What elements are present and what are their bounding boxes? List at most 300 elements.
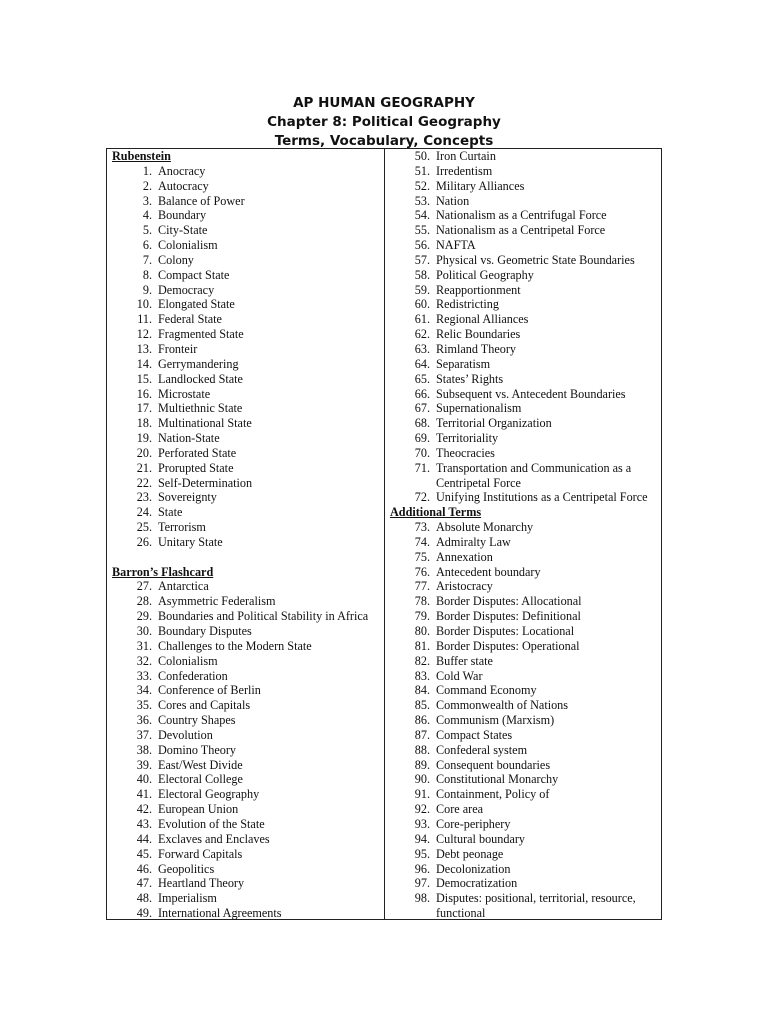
list-item	[390, 609, 660, 624]
list-item	[112, 312, 382, 327]
item-number: 41.	[136, 787, 152, 802]
list-item	[112, 579, 382, 594]
list-item	[112, 862, 382, 877]
item-term: Constitutional Monarchy	[436, 772, 559, 787]
item-term: Boundary Disputes	[158, 624, 252, 638]
item-term: Exclaves and Enclaves	[158, 831, 270, 846]
item-number: 56.	[414, 238, 430, 253]
list-item	[112, 772, 382, 787]
item-term: Confederal system	[436, 742, 528, 757]
item-number: 31.	[136, 638, 152, 653]
item-term: Unifying Institutions as a Centripetal Force	[436, 490, 648, 505]
item-term: Asymmetric Federalism	[158, 594, 276, 609]
item-number: 13.	[136, 341, 152, 356]
list-item	[112, 654, 382, 669]
item-term: Elongated State	[158, 297, 235, 312]
item-number: 16.	[136, 386, 152, 401]
list-item	[390, 535, 660, 550]
item-number: 12.	[136, 327, 152, 342]
item-term: Forward Capitals	[158, 846, 243, 861]
item-term: Territorial Organization	[436, 416, 552, 431]
item-number: 18.	[136, 416, 152, 431]
list-item	[390, 728, 660, 743]
column-divider	[384, 149, 385, 919]
item-term: Consequent boundaries	[436, 757, 551, 772]
item-number: 46.	[136, 861, 152, 876]
item-number: 22.	[136, 475, 152, 490]
list-item	[390, 416, 660, 431]
list-item	[390, 639, 660, 654]
list-item	[112, 713, 382, 728]
item-term: Federal State	[158, 312, 222, 327]
item-number: 26.	[136, 534, 152, 549]
item-term: Commonwealth of Nations	[436, 698, 569, 713]
list-item	[390, 238, 660, 253]
item-number: 35.	[136, 698, 152, 713]
additional-terms-list	[390, 520, 660, 921]
item-term: Self-Determination	[158, 475, 253, 490]
item-number: 67.	[414, 401, 430, 416]
item-number: 34.	[136, 683, 152, 698]
item-number: 24.	[136, 505, 152, 520]
item-term: Nationalism as a Centripetal Force	[436, 223, 606, 238]
item-number: 74.	[414, 534, 430, 549]
item-number: 44.	[136, 831, 152, 846]
item-number: 78.	[414, 594, 430, 609]
item-number: 51.	[414, 163, 430, 178]
item-term: Redistricting	[436, 297, 499, 312]
item-number: 33.	[136, 668, 152, 683]
list-item	[390, 862, 660, 877]
item-number: 38.	[136, 742, 152, 757]
list-item	[390, 194, 660, 209]
item-term: Nationalism as a Centrifugal Force	[436, 208, 607, 223]
list-item	[390, 654, 660, 669]
list-item	[112, 802, 382, 817]
item-number: 27.	[136, 579, 152, 594]
item-number: 40.	[136, 772, 152, 787]
item-term: Autocracy	[158, 178, 209, 193]
continued-list	[390, 149, 660, 505]
item-term: Irredentism	[436, 163, 493, 178]
list-item	[390, 446, 660, 461]
item-term: Multiethnic State	[158, 401, 243, 416]
item-term: Cores and Capitals	[158, 698, 251, 713]
list-item	[112, 342, 382, 357]
item-term: Country Shapes	[158, 713, 236, 728]
item-number: 47.	[136, 876, 152, 891]
item-term: Admiralty Law	[436, 534, 511, 549]
item-number: 8.	[142, 267, 152, 282]
list-item	[112, 698, 382, 713]
list-item	[112, 594, 382, 609]
item-term: NAFTA	[436, 238, 476, 253]
item-term: Fronteir	[158, 341, 198, 356]
item-number: 87.	[414, 727, 430, 742]
left-column	[112, 149, 382, 921]
item-term: Colonialism	[158, 238, 218, 253]
item-number: 72.	[414, 490, 430, 505]
list-item	[112, 476, 382, 491]
item-number: 36.	[136, 713, 152, 728]
list-item	[112, 253, 382, 268]
list-item	[390, 520, 660, 535]
item-term: Communism (Marxism)	[436, 713, 555, 728]
list-item	[390, 743, 660, 758]
item-term: Conference of Berlin	[158, 683, 261, 698]
list-item	[112, 268, 382, 283]
list-item	[112, 728, 382, 743]
item-number: 71.	[414, 460, 430, 475]
list-item	[112, 669, 382, 684]
item-term: Unitary State	[158, 534, 223, 549]
list-item	[112, 817, 382, 832]
item-term: International Agreements	[158, 906, 282, 921]
item-number: 61.	[414, 312, 430, 327]
item-number: 91.	[414, 787, 430, 802]
list-item	[390, 268, 660, 283]
item-number: 68.	[414, 416, 430, 431]
page-title: AP HUMAN GEOGRAPHY	[293, 95, 475, 111]
item-number: 52.	[414, 178, 430, 193]
list-item	[390, 594, 660, 609]
page-subtitle: Terms, Vocabulary, Concepts	[274, 133, 494, 149]
list-item	[112, 387, 382, 402]
list-item	[390, 550, 660, 565]
item-term: Decolonization	[436, 861, 511, 876]
item-term: Heartland Theory	[158, 876, 245, 891]
item-term: Containment, Policy of	[436, 787, 550, 802]
list-item	[390, 387, 660, 402]
item-number: 77.	[414, 579, 430, 594]
item-term: Buffer state	[436, 653, 493, 668]
item-number: 70.	[414, 445, 430, 460]
item-term: Sovereignty	[158, 490, 217, 505]
item-term: Transportation and Communication as a Centripetal Force	[436, 460, 632, 490]
list-item	[112, 787, 382, 802]
item-term: Landlocked State	[158, 371, 243, 386]
list-item	[112, 327, 382, 342]
list-item	[390, 579, 660, 594]
item-term: Absolute Monarchy	[436, 520, 534, 535]
item-number: 98.	[414, 891, 430, 906]
item-number: 30.	[136, 624, 152, 638]
item-number: 73.	[414, 520, 430, 535]
item-number: 93.	[414, 816, 430, 831]
list-item	[112, 164, 382, 179]
list-item	[112, 431, 382, 446]
item-term: Democratization	[436, 876, 518, 891]
list-item	[112, 194, 382, 209]
item-number: 97.	[414, 876, 430, 891]
list-item	[390, 401, 660, 416]
item-number: 20.	[136, 445, 152, 460]
barrons-list	[112, 579, 382, 920]
item-number: 29.	[136, 609, 152, 624]
item-term: Antarctica	[158, 579, 209, 594]
right-column	[390, 149, 660, 921]
list-item	[390, 312, 660, 327]
item-number: 54.	[414, 208, 430, 223]
list-item	[390, 297, 660, 312]
list-item	[390, 565, 660, 580]
list-item	[390, 698, 660, 713]
item-number: 75.	[414, 549, 430, 564]
item-number: 92.	[414, 802, 430, 817]
item-number: 82.	[414, 653, 430, 668]
item-term: Core area	[436, 802, 484, 817]
list-item	[390, 847, 660, 862]
item-term: Confederation	[158, 668, 228, 683]
list-item	[390, 461, 660, 491]
item-number: 95.	[414, 846, 430, 861]
item-term: Democracy	[158, 282, 215, 297]
item-number: 7.	[142, 252, 152, 267]
list-item	[112, 446, 382, 461]
item-term: Territoriality	[436, 431, 499, 446]
list-item	[112, 906, 382, 921]
item-number: 50.	[414, 149, 430, 163]
item-number: 25.	[136, 520, 152, 535]
list-item	[390, 713, 660, 728]
list-item	[112, 639, 382, 654]
item-number: 32.	[136, 653, 152, 668]
list-item	[390, 372, 660, 387]
item-term: Compact States	[436, 727, 513, 742]
item-term: Terrorism	[158, 520, 206, 535]
item-term: Border Disputes: Definitional	[436, 609, 581, 624]
item-term: Regional Alliances	[436, 312, 529, 327]
item-number: 6.	[142, 238, 152, 253]
list-item	[112, 832, 382, 847]
item-number: 81.	[414, 638, 430, 653]
item-term: Political Geography	[436, 267, 534, 282]
item-term: Boundaries and Political Stability in Africa	[158, 609, 369, 624]
list-item	[112, 208, 382, 223]
item-number: 14.	[136, 356, 152, 371]
list-item	[390, 490, 660, 505]
item-term: Disputes: positional, territorial, resource, functional	[436, 891, 636, 921]
item-number: 37.	[136, 727, 152, 742]
item-number: 11.	[137, 312, 152, 327]
section-heading-additional: Additional Terms	[390, 505, 482, 520]
item-number: 42.	[136, 802, 152, 817]
item-term: Supernationalism	[436, 401, 522, 416]
item-number: 49.	[136, 906, 152, 921]
item-number: 15.	[136, 371, 152, 386]
item-number: 59.	[414, 282, 430, 297]
item-number: 58.	[414, 267, 430, 282]
item-term: Devolution	[158, 727, 213, 742]
item-term: Gerrymandering	[158, 356, 239, 371]
item-term: Theocracies	[436, 445, 495, 460]
item-term: States’ Rights	[436, 371, 504, 386]
item-term: Multinational State	[158, 416, 252, 431]
list-item	[112, 624, 382, 639]
item-term: Rimland Theory	[436, 341, 516, 356]
item-number: 94.	[414, 831, 430, 846]
list-item	[390, 208, 660, 223]
list-item	[112, 357, 382, 372]
item-term: Nation	[436, 193, 470, 208]
list-item	[390, 283, 660, 298]
item-term: Compact State	[158, 267, 230, 282]
list-item	[112, 238, 382, 253]
item-term: Antecedent boundary	[436, 564, 541, 579]
item-term: Anocracy	[158, 163, 206, 178]
item-term: Colony	[158, 252, 194, 267]
rubenstein-list	[112, 164, 382, 550]
item-number: 1.	[142, 163, 152, 178]
item-number: 21.	[136, 460, 152, 475]
item-number: 57.	[414, 252, 430, 267]
item-term: European Union	[158, 802, 239, 817]
item-term: Relic Boundaries	[436, 327, 521, 342]
item-term: Separatism	[436, 356, 491, 371]
list-item	[390, 179, 660, 194]
item-number: 79.	[414, 609, 430, 624]
list-item	[112, 490, 382, 505]
list-item	[390, 164, 660, 179]
list-item	[112, 743, 382, 758]
item-number: 90.	[414, 772, 430, 787]
item-term: Command Economy	[436, 683, 537, 698]
item-term: Reapportionment	[436, 282, 521, 297]
list-item	[390, 149, 660, 164]
item-term: Microstate	[158, 386, 211, 401]
section-heading-barrons: Barron’s Flashcard	[112, 564, 214, 579]
item-term: Military Alliances	[436, 178, 525, 193]
item-number: 39.	[136, 757, 152, 772]
list-item	[390, 758, 660, 773]
list-item	[112, 461, 382, 476]
item-number: 80.	[414, 624, 430, 638]
item-term: Core-periphery	[436, 816, 511, 831]
item-number: 88.	[414, 742, 430, 757]
item-number: 96.	[414, 861, 430, 876]
item-term: Prorupted State	[158, 460, 234, 475]
list-item	[112, 609, 382, 624]
section-heading-rubenstein: Rubenstein	[112, 149, 171, 163]
item-term: City-State	[158, 223, 208, 238]
list-item	[112, 847, 382, 862]
list-item	[390, 431, 660, 446]
item-term: Border Disputes: Operational	[436, 638, 580, 653]
item-term: Cold War	[436, 668, 483, 683]
list-item	[390, 683, 660, 698]
list-item	[390, 624, 660, 639]
list-item	[390, 876, 660, 891]
item-number: 64.	[414, 356, 430, 371]
item-term: Subsequent vs. Antecedent Boundaries	[436, 386, 626, 401]
item-term: Physical vs. Geometric State Boundaries	[436, 252, 635, 267]
item-number: 48.	[136, 891, 152, 906]
item-number: 5.	[142, 223, 152, 238]
list-item	[390, 223, 660, 238]
list-item	[390, 817, 660, 832]
item-number: 45.	[136, 846, 152, 861]
list-item	[390, 772, 660, 787]
list-item	[112, 283, 382, 298]
list-item	[112, 535, 382, 550]
list-item	[112, 297, 382, 312]
list-item	[112, 416, 382, 431]
item-number: 28.	[136, 594, 152, 609]
list-item	[390, 832, 660, 847]
item-number: 19.	[136, 431, 152, 446]
item-term: Evolution of the State	[158, 816, 265, 831]
spacer	[112, 550, 382, 565]
item-number: 66.	[414, 386, 430, 401]
list-item	[390, 891, 660, 921]
item-number: 86.	[414, 713, 430, 728]
item-term: Domino Theory	[158, 742, 236, 757]
item-term: Colonialism	[158, 653, 218, 668]
list-item	[112, 683, 382, 698]
list-item	[390, 357, 660, 372]
item-term: Cultural boundary	[436, 831, 526, 846]
item-term: Aristocracy	[436, 579, 493, 594]
chapter-title: Chapter 8: Political Geography	[267, 114, 501, 130]
item-term: Boundary	[158, 208, 207, 223]
item-number: 89.	[414, 757, 430, 772]
item-term: Iron Curtain	[436, 149, 496, 163]
item-term: East/West Divide	[158, 757, 243, 772]
terms-table	[106, 148, 662, 920]
list-item	[112, 372, 382, 387]
item-term: Electoral College	[158, 772, 243, 787]
item-number: 84.	[414, 683, 430, 698]
item-number: 53.	[414, 193, 430, 208]
item-term: Border Disputes: Locational	[436, 624, 575, 638]
item-number: 62.	[414, 327, 430, 342]
item-term: Electoral Geography	[158, 787, 260, 802]
list-item	[112, 401, 382, 416]
list-item	[112, 179, 382, 194]
item-number: 76.	[414, 564, 430, 579]
item-number: 43.	[136, 816, 152, 831]
item-term: Perforated State	[158, 445, 237, 460]
item-term: Nation-State	[158, 431, 220, 446]
item-number: 17.	[136, 401, 152, 416]
item-number: 63.	[414, 341, 430, 356]
list-item	[390, 787, 660, 802]
item-number: 2.	[142, 178, 152, 193]
item-number: 9.	[142, 282, 152, 297]
list-item	[390, 253, 660, 268]
item-term: Geopolitics	[158, 861, 215, 876]
list-item	[112, 223, 382, 238]
item-term: Border Disputes: Allocational	[436, 594, 582, 609]
item-term: Fragmented State	[158, 327, 244, 342]
item-number: 60.	[414, 297, 430, 312]
list-item	[112, 876, 382, 891]
list-item	[390, 327, 660, 342]
list-item	[112, 758, 382, 773]
item-number: 83.	[414, 668, 430, 683]
item-number: 55.	[414, 223, 430, 238]
list-item	[390, 802, 660, 817]
item-number: 4.	[142, 208, 152, 223]
list-item	[390, 342, 660, 357]
item-number: 65.	[414, 371, 430, 386]
item-term: Imperialism	[158, 891, 217, 906]
item-term: Debt peonage	[436, 846, 504, 861]
item-term: State	[158, 505, 183, 520]
list-item	[390, 669, 660, 684]
list-item	[112, 520, 382, 535]
item-number: 69.	[414, 431, 430, 446]
